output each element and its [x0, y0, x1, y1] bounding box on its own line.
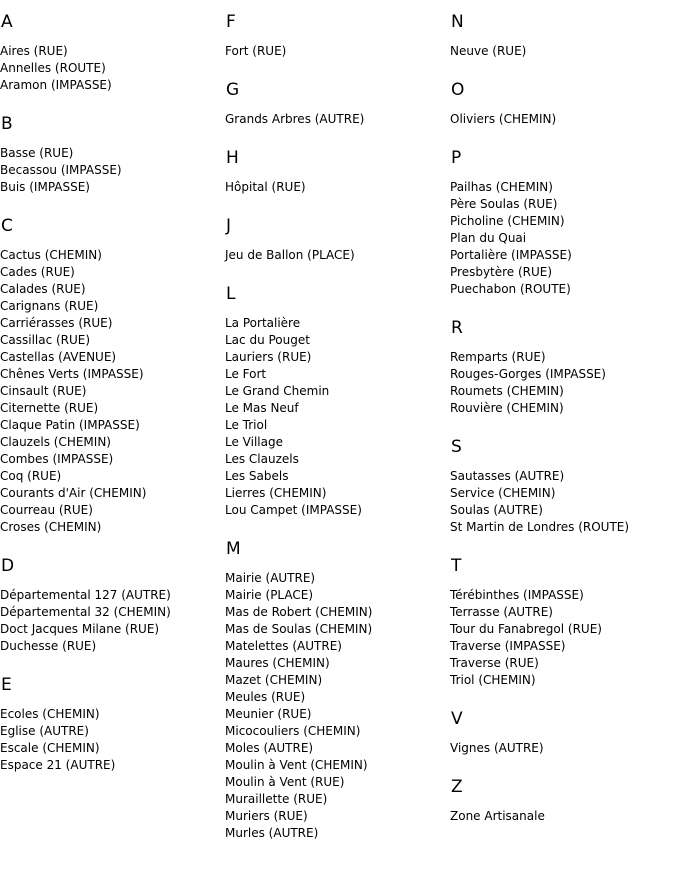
letter-heading: E — [1, 675, 12, 695]
street-entry[interactable]: Portalière (IMPASSE) — [450, 248, 572, 262]
street-entry[interactable]: Eglise (AUTRE) — [0, 724, 89, 738]
letter-group-g — [225, 80, 445, 128]
street-list — [0, 247, 220, 536]
street-entry[interactable]: Lierres (CHEMIN) — [225, 486, 327, 500]
street-list — [450, 179, 675, 298]
street-entry[interactable]: Aramon (IMPASSE) — [0, 78, 112, 92]
street-entry[interactable]: Meunier (RUE) — [225, 707, 312, 721]
street-entry[interactable]: Roumets (CHEMIN) — [450, 384, 564, 398]
street-entry[interactable]: Citernette (RUE) — [0, 401, 99, 415]
street-entry[interactable]: Clauzels (CHEMIN) — [0, 435, 111, 449]
street-entry[interactable]: Soulas (AUTRE) — [450, 503, 543, 517]
street-entry[interactable]: Le Village — [225, 435, 283, 449]
street-entry[interactable]: Pailhas (CHEMIN) — [450, 180, 553, 194]
street-entry[interactable]: Cactus (CHEMIN) — [0, 248, 102, 262]
street-entry[interactable]: Vignes (AUTRE) — [450, 741, 544, 755]
street-entry[interactable]: Zone Artisanale — [450, 809, 545, 823]
street-entry[interactable]: Doct Jacques Milane (RUE) — [0, 622, 160, 636]
street-list — [225, 111, 445, 128]
street-entry[interactable]: Rouvière (CHEMIN) — [450, 401, 564, 415]
letter-heading: B — [1, 114, 13, 134]
street-entry[interactable]: Lauriers (RUE) — [225, 350, 312, 364]
street-entry[interactable]: Mairie (AUTRE) — [225, 571, 316, 585]
street-entry[interactable]: Rouges-Gorges (IMPASSE) — [450, 367, 606, 381]
letter-heading: A — [1, 12, 13, 32]
street-entry[interactable]: Courants d'Air (CHEMIN) — [0, 486, 147, 500]
letter-heading: D — [1, 556, 15, 576]
street-entry[interactable]: Annelles (ROUTE) — [0, 61, 106, 75]
street-entry[interactable]: Croses (CHEMIN) — [0, 520, 102, 534]
letter-group-e — [0, 675, 220, 774]
street-entry[interactable]: Matelettes (AUTRE) — [225, 639, 342, 653]
letter-heading: N — [451, 12, 464, 32]
letter-heading: H — [226, 148, 239, 168]
letter-group-c — [0, 216, 220, 536]
letter-heading: P — [451, 148, 462, 168]
street-entry[interactable]: Remparts (RUE) — [450, 350, 546, 364]
street-entry[interactable]: Muriers (RUE) — [225, 809, 308, 823]
street-entry[interactable]: Picholine (CHEMIN) — [450, 214, 565, 228]
letter-heading: F — [226, 12, 236, 32]
street-entry[interactable]: Meules (RUE) — [225, 690, 306, 704]
letter-group-p — [450, 148, 675, 298]
letter-group-n — [450, 12, 675, 60]
street-entry[interactable]: Fort (RUE) — [225, 44, 287, 58]
letter-group-h — [225, 148, 445, 196]
street-entry[interactable]: Mas de Robert (CHEMIN) — [225, 605, 373, 619]
letter-group-s — [450, 437, 675, 536]
letter-heading: M — [226, 539, 241, 559]
street-entry[interactable]: Presbytère (RUE) — [450, 265, 553, 279]
street-index-column-1 — [0, 12, 220, 794]
street-entry[interactable]: Le Grand Chemin — [225, 384, 330, 398]
street-entry[interactable]: Grands Arbres (AUTRE) — [225, 112, 365, 126]
street-entry[interactable]: Jeu de Ballon (PLACE) — [225, 248, 355, 262]
street-entry[interactable]: Buis (IMPASSE) — [0, 180, 90, 194]
street-entry[interactable]: Cades (RUE) — [0, 265, 75, 279]
letter-group-m — [225, 539, 445, 842]
street-entry[interactable]: Le Mas Neuf — [225, 401, 299, 415]
street-entry[interactable]: Cassillac (RUE) — [0, 333, 91, 347]
street-list — [225, 179, 445, 196]
street-entry[interactable]: Espace 21 (AUTRE) — [0, 758, 116, 772]
street-entry[interactable]: Micocouliers (CHEMIN) — [225, 724, 361, 738]
street-entry[interactable]: Moulin à Vent (RUE) — [225, 775, 345, 789]
letter-heading: T — [451, 556, 462, 576]
street-entry[interactable]: Coq (RUE) — [0, 469, 62, 483]
street-entry[interactable]: Duchesse (RUE) — [0, 639, 97, 653]
street-list — [450, 43, 675, 60]
letter-heading: G — [226, 80, 240, 100]
street-entry[interactable]: Tour du Fanabregol (RUE) — [450, 622, 602, 636]
letter-heading: L — [226, 284, 236, 304]
street-list — [0, 43, 220, 94]
street-entry[interactable]: Escale (CHEMIN) — [0, 741, 100, 755]
street-entry[interactable]: Maures (CHEMIN) — [225, 656, 330, 670]
letter-heading: R — [451, 318, 463, 338]
letter-heading: S — [451, 437, 462, 457]
letter-group-o — [450, 80, 675, 128]
street-entry[interactable]: Triol (CHEMIN) — [450, 673, 536, 687]
street-entry[interactable]: Père Soulas (RUE) — [450, 197, 558, 211]
street-entry[interactable]: Muraillette (RUE) — [225, 792, 328, 806]
letter-group-r — [450, 318, 675, 417]
street-entry[interactable]: Lou Campet (IMPASSE) — [225, 503, 362, 517]
street-index-column-3 — [450, 12, 675, 845]
letter-heading: O — [451, 80, 465, 100]
street-list — [225, 570, 445, 842]
letter-heading: J — [226, 216, 232, 236]
street-entry[interactable]: Carriérasses (RUE) — [0, 316, 113, 330]
street-entry[interactable]: Claque Patin (IMPASSE) — [0, 418, 140, 432]
street-entry[interactable]: Térébinthes (IMPASSE) — [450, 588, 584, 602]
street-entry[interactable]: Lac du Pouget — [225, 333, 310, 347]
street-entry[interactable]: Murles (AUTRE) — [225, 826, 319, 840]
street-entry[interactable]: Carignans (RUE) — [0, 299, 99, 313]
street-entry[interactable]: Cinsault (RUE) — [0, 384, 87, 398]
street-entry[interactable]: Mas de Soulas (CHEMIN) — [225, 622, 373, 636]
letter-group-j — [225, 216, 445, 264]
street-list — [450, 349, 675, 417]
letter-group-z — [450, 777, 675, 825]
street-list — [450, 587, 675, 689]
street-entry[interactable]: Basse (RUE) — [0, 146, 74, 160]
street-list — [225, 43, 445, 60]
street-list — [450, 111, 675, 128]
street-entry[interactable]: Traverse (IMPASSE) — [450, 639, 566, 653]
street-entry[interactable]: Terrasse (AUTRE) — [450, 605, 553, 619]
street-entry[interactable]: Le Fort — [225, 367, 267, 381]
street-entry[interactable]: La Portalière — [225, 316, 301, 330]
letter-heading: C — [1, 216, 13, 236]
street-entry[interactable]: Départemental 127 (AUTRE) — [0, 588, 171, 602]
street-entry[interactable]: Chênes Verts (IMPASSE) — [0, 367, 144, 381]
street-index-column-2 — [225, 12, 445, 862]
street-entry[interactable]: Le Triol — [225, 418, 268, 432]
street-list — [450, 740, 675, 757]
street-entry[interactable]: Moles (AUTRE) — [225, 741, 314, 755]
street-entry[interactable]: Traverse (RUE) — [450, 656, 539, 670]
letter-group-l — [225, 284, 445, 519]
street-entry[interactable]: St Martin de Londres (ROUTE) — [450, 520, 630, 534]
letter-group-v — [450, 709, 675, 757]
street-list — [225, 247, 445, 264]
letter-group-a — [0, 12, 220, 94]
street-list — [225, 315, 445, 519]
letter-heading: Z — [451, 777, 463, 797]
street-entry[interactable]: Castellas (AVENUE) — [0, 350, 117, 364]
street-entry[interactable]: Départemental 32 (CHEMIN) — [0, 605, 171, 619]
street-entry[interactable]: Plan du Quai — [450, 231, 527, 245]
street-entry[interactable]: Les Clauzels — [225, 452, 299, 466]
street-entry[interactable]: Aires (RUE) — [0, 44, 68, 58]
letter-group-b — [0, 114, 220, 196]
letter-heading: V — [451, 709, 463, 729]
street-entry[interactable]: Becassou (IMPASSE) — [0, 163, 122, 177]
street-entry[interactable]: Moulin à Vent (CHEMIN) — [225, 758, 368, 772]
street-entry[interactable]: Les Sabels — [225, 469, 289, 483]
street-entry[interactable]: Neuve (RUE) — [450, 44, 527, 58]
street-entry[interactable]: Puechabon (ROUTE) — [450, 282, 571, 296]
street-entry[interactable]: Calades (RUE) — [0, 282, 86, 296]
street-entry[interactable]: Service (CHEMIN) — [450, 486, 556, 500]
street-entry[interactable]: Mairie (PLACE) — [225, 588, 314, 602]
letter-group-f — [225, 12, 445, 60]
street-list — [450, 468, 675, 536]
street-entry[interactable]: Combes (IMPASSE) — [0, 452, 114, 466]
street-entry[interactable]: Sautasses (AUTRE) — [450, 469, 565, 483]
street-list — [0, 706, 220, 774]
street-list — [450, 808, 675, 825]
letter-group-t — [450, 556, 675, 689]
street-entry[interactable]: Oliviers (CHEMIN) — [450, 112, 557, 126]
street-list — [0, 145, 220, 196]
street-entry[interactable]: Mazet (CHEMIN) — [225, 673, 323, 687]
street-entry[interactable]: Hôpital (RUE) — [225, 180, 306, 194]
street-list — [0, 587, 220, 655]
street-entry[interactable]: Courreau (RUE) — [0, 503, 93, 517]
street-entry[interactable]: Ecoles (CHEMIN) — [0, 707, 100, 721]
letter-group-d — [0, 556, 220, 655]
